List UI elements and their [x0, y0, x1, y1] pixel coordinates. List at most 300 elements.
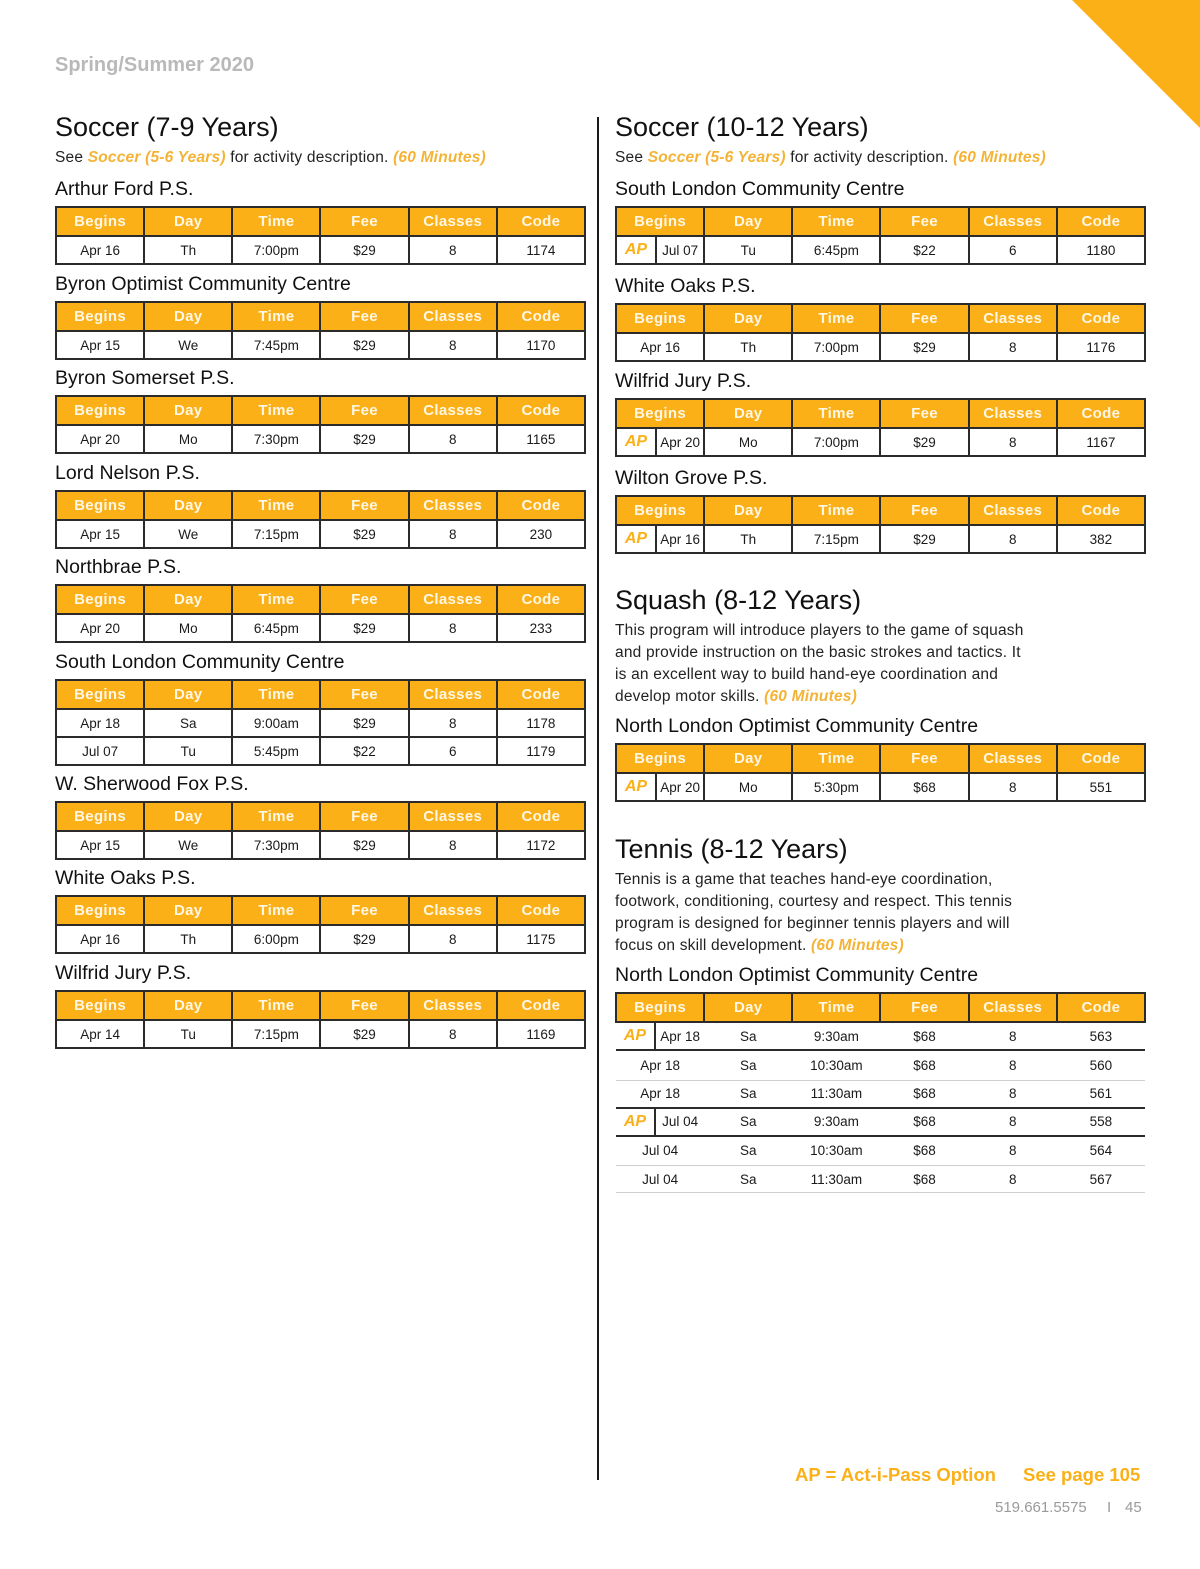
table-header-row [56, 585, 585, 614]
act-i-pass-badge: AP [617, 429, 657, 455]
venue-name: North London Optimist Community Centre [615, 715, 979, 737]
cell-begins: Jul 07 [56, 737, 144, 765]
column-header-begins: Begins [56, 680, 144, 709]
cell-day: Tu [704, 236, 792, 264]
cell-begins [616, 773, 704, 801]
column-header-fee: Fee [320, 680, 408, 709]
column-header-day: Day [704, 496, 792, 525]
column-header-code: Code [497, 991, 585, 1020]
cell-fee: $68 [880, 1108, 968, 1136]
cell-code: 382 [1057, 525, 1145, 553]
table-row[interactable] [56, 831, 585, 859]
cell-begins [616, 428, 704, 456]
season-label: Spring/Summer 2020 [55, 54, 254, 76]
column-header-classes: Classes [409, 802, 497, 831]
column-header-day: Day [144, 991, 232, 1020]
cell-day: We [144, 331, 232, 359]
schedule-table [55, 206, 586, 265]
cell-time: 7:00pm [792, 333, 880, 361]
table-row[interactable] [616, 1166, 1145, 1193]
cell-day: Mo [704, 773, 792, 801]
schedule-table [615, 398, 1146, 457]
column-header-begins: Begins [56, 585, 144, 614]
cell-fee: $29 [320, 331, 408, 359]
section-desc-soccer-10-12: See Soccer (5-6 Years) for activity description. (60 Minutes) [615, 149, 1046, 166]
cell-fee: $29 [320, 425, 408, 453]
cell-begins [616, 1108, 704, 1136]
column-header-begins: Begins [56, 207, 144, 236]
column-header-classes: Classes [969, 496, 1057, 525]
cell-day: Sa [144, 709, 232, 737]
venue-name: White Oaks P.S. [55, 867, 196, 889]
column-header-code: Code [497, 802, 585, 831]
cell-time: 7:15pm [232, 520, 320, 548]
table-header-row [56, 302, 585, 331]
cell-day: We [144, 831, 232, 859]
cell-time: 9:30am [792, 1108, 880, 1136]
venue-name: W. Sherwood Fox P.S. [55, 773, 249, 795]
cell-day: Th [144, 925, 232, 953]
column-header-code: Code [497, 585, 585, 614]
cell-time: 6:00pm [232, 925, 320, 953]
cell-classes: 8 [409, 709, 497, 737]
column-header-begins: Begins [56, 396, 144, 425]
column-header-day: Day [704, 304, 792, 333]
cell-time: 10:30am [792, 1050, 880, 1080]
cell-code: 1179 [497, 737, 585, 765]
begins-with-ap [617, 526, 703, 552]
schedule-table [55, 895, 586, 954]
cell-day: We [144, 520, 232, 548]
cell-time: 7:00pm [792, 428, 880, 456]
column-header-code: Code [1057, 304, 1145, 333]
column-header-time: Time [232, 207, 320, 236]
cell-begins [616, 525, 704, 553]
column-header-time: Time [792, 304, 880, 333]
cell-fee: $29 [880, 525, 968, 553]
cell-fee: $68 [880, 1136, 968, 1166]
column-header-begins: Begins [56, 896, 144, 925]
cell-time: 7:30pm [232, 831, 320, 859]
column-header-fee: Fee [880, 496, 968, 525]
cell-time: 5:45pm [232, 737, 320, 765]
column-header-day: Day [144, 396, 232, 425]
table-row[interactable] [616, 428, 1145, 456]
cell-classes: 6 [409, 737, 497, 765]
column-header-begins: Begins [56, 491, 144, 520]
table-row[interactable] [56, 737, 585, 765]
venue-name: Wilfrid Jury P.S. [615, 370, 752, 392]
cell-fee: $68 [880, 1050, 968, 1080]
cell-day: Mo [144, 614, 232, 642]
section-title-squash: Squash (8-12 Years) [615, 585, 862, 615]
cell-classes: 8 [409, 831, 497, 859]
cell-code: 1180 [1057, 236, 1145, 264]
cell-day: Sa [704, 1022, 792, 1050]
cell-fee: $29 [320, 614, 408, 642]
cell-time: 11:30am [792, 1166, 880, 1193]
cell-fee: $68 [880, 1166, 968, 1193]
cell-classes: 8 [409, 331, 497, 359]
cell-fee: $68 [880, 1022, 968, 1050]
cell-classes: 8 [969, 1136, 1057, 1166]
column-header-time: Time [232, 802, 320, 831]
table-row[interactable] [56, 520, 585, 548]
cell-day: Mo [704, 428, 792, 456]
column-header-begins: Begins [56, 302, 144, 331]
column-header-fee: Fee [880, 304, 968, 333]
cell-fee: $68 [880, 1080, 968, 1108]
column-header-begins: Begins [56, 802, 144, 831]
column-divider [597, 117, 599, 1480]
schedule-table [615, 743, 1146, 802]
column-header-begins: Begins [616, 744, 704, 773]
venue-name: Northbrae P.S. [55, 556, 182, 578]
column-header-classes: Classes [969, 207, 1057, 236]
cell-time: 9:00am [232, 709, 320, 737]
schedule-table [55, 990, 586, 1049]
column-header-code: Code [1057, 207, 1145, 236]
act-i-pass-badge: AP [617, 526, 657, 552]
schedule-table [615, 495, 1146, 554]
column-header-fee: Fee [880, 744, 968, 773]
column-header-code: Code [497, 207, 585, 236]
cell-fee: $29 [320, 236, 408, 264]
cell-day: Th [144, 236, 232, 264]
table-header-row [616, 496, 1145, 525]
cell-classes: 8 [969, 1050, 1057, 1080]
column-header-fee: Fee [880, 993, 968, 1022]
table-row[interactable] [616, 1108, 1145, 1136]
table-row[interactable] [616, 333, 1145, 361]
column-header-time: Time [232, 491, 320, 520]
begins-with-ap [617, 774, 703, 800]
table-row[interactable] [56, 425, 585, 453]
column-header-begins: Begins [616, 399, 704, 428]
table-header-row [56, 207, 585, 236]
column-header-fee: Fee [320, 396, 408, 425]
cell-code: 1165 [497, 425, 585, 453]
cell-day: Sa [704, 1136, 792, 1166]
column-header-day: Day [144, 802, 232, 831]
cell-day: Tu [144, 737, 232, 765]
column-header-code: Code [1057, 744, 1145, 773]
cell-code: 567 [1057, 1166, 1145, 1193]
cell-begins: Apr 20 [56, 425, 144, 453]
begins-date: Apr 20 [660, 779, 700, 795]
venue-name: Byron Optimist Community Centre [55, 273, 351, 295]
column-header-day: Day [144, 491, 232, 520]
table-header-row [616, 304, 1145, 333]
cell-classes: 8 [409, 925, 497, 953]
cell-fee: $29 [320, 831, 408, 859]
cell-classes: 8 [969, 773, 1057, 801]
column-header-classes: Classes [409, 396, 497, 425]
column-header-time: Time [232, 680, 320, 709]
cell-code: 561 [1057, 1080, 1145, 1108]
cell-classes: 8 [409, 614, 497, 642]
begins-with-ap [617, 429, 703, 455]
column-header-time: Time [232, 896, 320, 925]
column-header-begins: Begins [56, 991, 144, 1020]
table-header-row [56, 991, 585, 1020]
cell-fee: $22 [880, 236, 968, 264]
section-desc-soccer-7-9: See Soccer (5-6 Years) for activity description. (60 Minutes) [55, 149, 486, 166]
table-row[interactable] [616, 1050, 1145, 1080]
act-i-pass-badge: AP [617, 237, 657, 263]
cell-day: Mo [144, 425, 232, 453]
begins-with-ap [616, 1109, 704, 1135]
cell-classes: 8 [969, 1166, 1057, 1193]
column-header-fee: Fee [320, 585, 408, 614]
column-header-day: Day [704, 399, 792, 428]
column-header-classes: Classes [969, 744, 1057, 773]
cell-code: 1170 [497, 331, 585, 359]
venue-name: Byron Somerset P.S. [55, 367, 235, 389]
column-header-day: Day [704, 207, 792, 236]
table-row[interactable] [56, 236, 585, 264]
cell-fee: $29 [320, 709, 408, 737]
column-header-code: Code [1057, 993, 1145, 1022]
table-row[interactable] [616, 236, 1145, 264]
phone-number: 519.661.5575 [995, 1499, 1087, 1516]
table-header-row [56, 396, 585, 425]
venue-name: White Oaks P.S. [615, 275, 756, 297]
cell-fee: $68 [880, 773, 968, 801]
begins-date: Jul 07 [662, 242, 699, 258]
column-header-classes: Classes [409, 896, 497, 925]
cell-classes: 8 [969, 1080, 1057, 1108]
table-row[interactable] [56, 709, 585, 737]
venue-name: South London Community Centre [55, 651, 345, 673]
column-header-day: Day [704, 993, 792, 1022]
begins-with-ap [616, 1023, 704, 1049]
cell-code: 1169 [497, 1020, 585, 1048]
cell-classes: 8 [969, 525, 1057, 553]
column-header-code: Code [1057, 496, 1145, 525]
column-header-classes: Classes [409, 991, 497, 1020]
cell-code: 563 [1057, 1022, 1145, 1050]
cell-code: 1174 [497, 236, 585, 264]
column-header-code: Code [497, 680, 585, 709]
column-header-time: Time [792, 744, 880, 773]
column-header-code: Code [497, 396, 585, 425]
column-header-classes: Classes [409, 491, 497, 520]
column-header-begins: Begins [616, 993, 704, 1022]
cell-fee: $29 [320, 520, 408, 548]
column-header-code: Code [1057, 399, 1145, 428]
schedule-table [55, 584, 586, 643]
cell-classes: 8 [969, 1108, 1057, 1136]
cell-begins: Apr 15 [56, 520, 144, 548]
cell-code: 558 [1057, 1108, 1145, 1136]
table-header-row [616, 744, 1145, 773]
table-header-row [56, 896, 585, 925]
cell-time: 7:15pm [792, 525, 880, 553]
page-number: 45 [1125, 1499, 1142, 1516]
section-title-tennis: Tennis (8-12 Years) [615, 834, 848, 864]
cell-code: 1175 [497, 925, 585, 953]
cell-code: 564 [1057, 1136, 1145, 1166]
cell-fee: $29 [880, 333, 968, 361]
schedule-table [55, 801, 586, 860]
column-header-day: Day [704, 744, 792, 773]
table-row[interactable] [56, 331, 585, 359]
column-header-begins: Begins [616, 496, 704, 525]
cell-code: 1176 [1057, 333, 1145, 361]
column-header-time: Time [792, 207, 880, 236]
cell-classes: 8 [409, 425, 497, 453]
column-header-time: Time [792, 496, 880, 525]
cell-code: 233 [497, 614, 585, 642]
cell-code: 1178 [497, 709, 585, 737]
table-header-row [56, 680, 585, 709]
cell-begins: Jul 04 [616, 1166, 704, 1193]
column-header-day: Day [144, 302, 232, 331]
section-desc-tennis: Tennis is a game that teaches hand-eye coordination, footwork, conditioning, courtesy and respect. This tennis program is designed for beginner tennis players and will focus on skill development. (60 Minutes) [615, 871, 1013, 954]
table-header-row [56, 491, 585, 520]
cell-time: 9:30am [792, 1022, 880, 1050]
act-i-pass-badge: AP [616, 1023, 656, 1049]
table-row[interactable] [616, 525, 1145, 553]
cell-begins: Apr 18 [616, 1080, 704, 1108]
cell-begins [616, 236, 704, 264]
cell-time: 7:15pm [232, 1020, 320, 1048]
schedule-table [615, 303, 1146, 362]
table-row[interactable] [616, 1022, 1145, 1050]
column-header-day: Day [144, 680, 232, 709]
section-title-soccer-7-9: Soccer (7-9 Years) [55, 112, 279, 142]
venue-name: South London Community Centre [615, 178, 905, 200]
column-header-day: Day [144, 585, 232, 614]
cell-day: Sa [704, 1080, 792, 1108]
cell-time: 6:45pm [792, 236, 880, 264]
see-page-link[interactable]: See page 105 [1023, 1464, 1141, 1485]
corner-accent [1072, 0, 1200, 128]
cell-begins: Jul 04 [616, 1136, 704, 1166]
cell-time: 5:30pm [792, 773, 880, 801]
column-header-classes: Classes [409, 585, 497, 614]
cell-code: 1172 [497, 831, 585, 859]
column-header-fee: Fee [320, 991, 408, 1020]
column-header-classes: Classes [969, 993, 1057, 1022]
section-title-soccer-10-12: Soccer (10-12 Years) [615, 112, 869, 142]
venue-name: Wilton Grove P.S. [615, 467, 768, 489]
cell-day: Sa [704, 1050, 792, 1080]
column-header-fee: Fee [320, 302, 408, 331]
venue-name: North London Optimist Community Centre [615, 964, 979, 986]
cell-classes: 6 [969, 236, 1057, 264]
column-header-fee: Fee [320, 491, 408, 520]
cell-begins: Apr 18 [616, 1050, 704, 1080]
table-row[interactable] [616, 1136, 1145, 1166]
table-row[interactable] [56, 614, 585, 642]
cell-fee: $29 [320, 925, 408, 953]
table-row[interactable] [56, 1020, 585, 1048]
cell-classes: 8 [409, 1020, 497, 1048]
venue-name: Arthur Ford P.S. [55, 178, 194, 200]
cell-begins [616, 1022, 704, 1050]
column-header-code: Code [497, 896, 585, 925]
cell-code: 1167 [1057, 428, 1145, 456]
begins-date: Apr 16 [660, 531, 700, 547]
footer-separator: I [1107, 1499, 1112, 1516]
act-i-pass-badge: AP [616, 1109, 656, 1135]
act-i-pass-badge: AP [617, 774, 657, 800]
cell-classes: 8 [969, 428, 1057, 456]
column-header-code: Code [497, 491, 585, 520]
column-header-begins: Begins [616, 304, 704, 333]
column-header-time: Time [792, 993, 880, 1022]
cell-classes: 8 [409, 236, 497, 264]
column-header-fee: Fee [320, 207, 408, 236]
column-header-fee: Fee [320, 802, 408, 831]
table-header-row [616, 399, 1145, 428]
cell-time: 7:30pm [232, 425, 320, 453]
cell-day: Sa [704, 1108, 792, 1136]
schedule-table [615, 206, 1146, 265]
cell-time: 10:30am [792, 1136, 880, 1166]
cell-begins: Apr 18 [56, 709, 144, 737]
cell-begins: Apr 20 [56, 614, 144, 642]
cell-begins: Apr 14 [56, 1020, 144, 1048]
cell-classes: 8 [969, 333, 1057, 361]
table-row[interactable] [616, 1080, 1145, 1108]
cell-time: 11:30am [792, 1080, 880, 1108]
cell-code: 551 [1057, 773, 1145, 801]
table-header-row [56, 802, 585, 831]
venue-name: Lord Nelson P.S. [55, 462, 200, 484]
cell-code: 230 [497, 520, 585, 548]
cell-day: Tu [144, 1020, 232, 1048]
column-header-classes: Classes [969, 399, 1057, 428]
cell-time: 7:00pm [232, 236, 320, 264]
cell-begins: Apr 15 [56, 331, 144, 359]
cell-day: Th [704, 525, 792, 553]
cell-begins: Apr 16 [56, 236, 144, 264]
cell-fee: $22 [320, 737, 408, 765]
cell-day: Sa [704, 1166, 792, 1193]
column-header-fee: Fee [880, 207, 968, 236]
column-header-time: Time [792, 399, 880, 428]
column-header-time: Time [232, 991, 320, 1020]
column-header-begins: Begins [616, 207, 704, 236]
cell-classes: 8 [409, 520, 497, 548]
cell-time: 6:45pm [232, 614, 320, 642]
table-row[interactable] [56, 925, 585, 953]
schedule-table [55, 679, 586, 766]
column-header-time: Time [232, 302, 320, 331]
schedule-table [55, 490, 586, 549]
cell-day: Th [704, 333, 792, 361]
table-header-row [616, 993, 1145, 1022]
cell-begins: Apr 15 [56, 831, 144, 859]
column-header-fee: Fee [320, 896, 408, 925]
ap-legend: AP = Act-i-Pass Option [795, 1464, 996, 1485]
table-row[interactable] [616, 773, 1145, 801]
schedule-table [55, 395, 586, 454]
schedule-table [55, 301, 586, 360]
cell-classes: 8 [969, 1022, 1057, 1050]
column-header-time: Time [232, 585, 320, 614]
cell-code: 560 [1057, 1050, 1145, 1080]
cell-begins: Apr 16 [56, 925, 144, 953]
begins-date: Apr 18 [660, 1028, 700, 1044]
column-header-classes: Classes [969, 304, 1057, 333]
column-header-day: Day [144, 207, 232, 236]
column-header-classes: Classes [409, 302, 497, 331]
column-header-classes: Classes [409, 207, 497, 236]
